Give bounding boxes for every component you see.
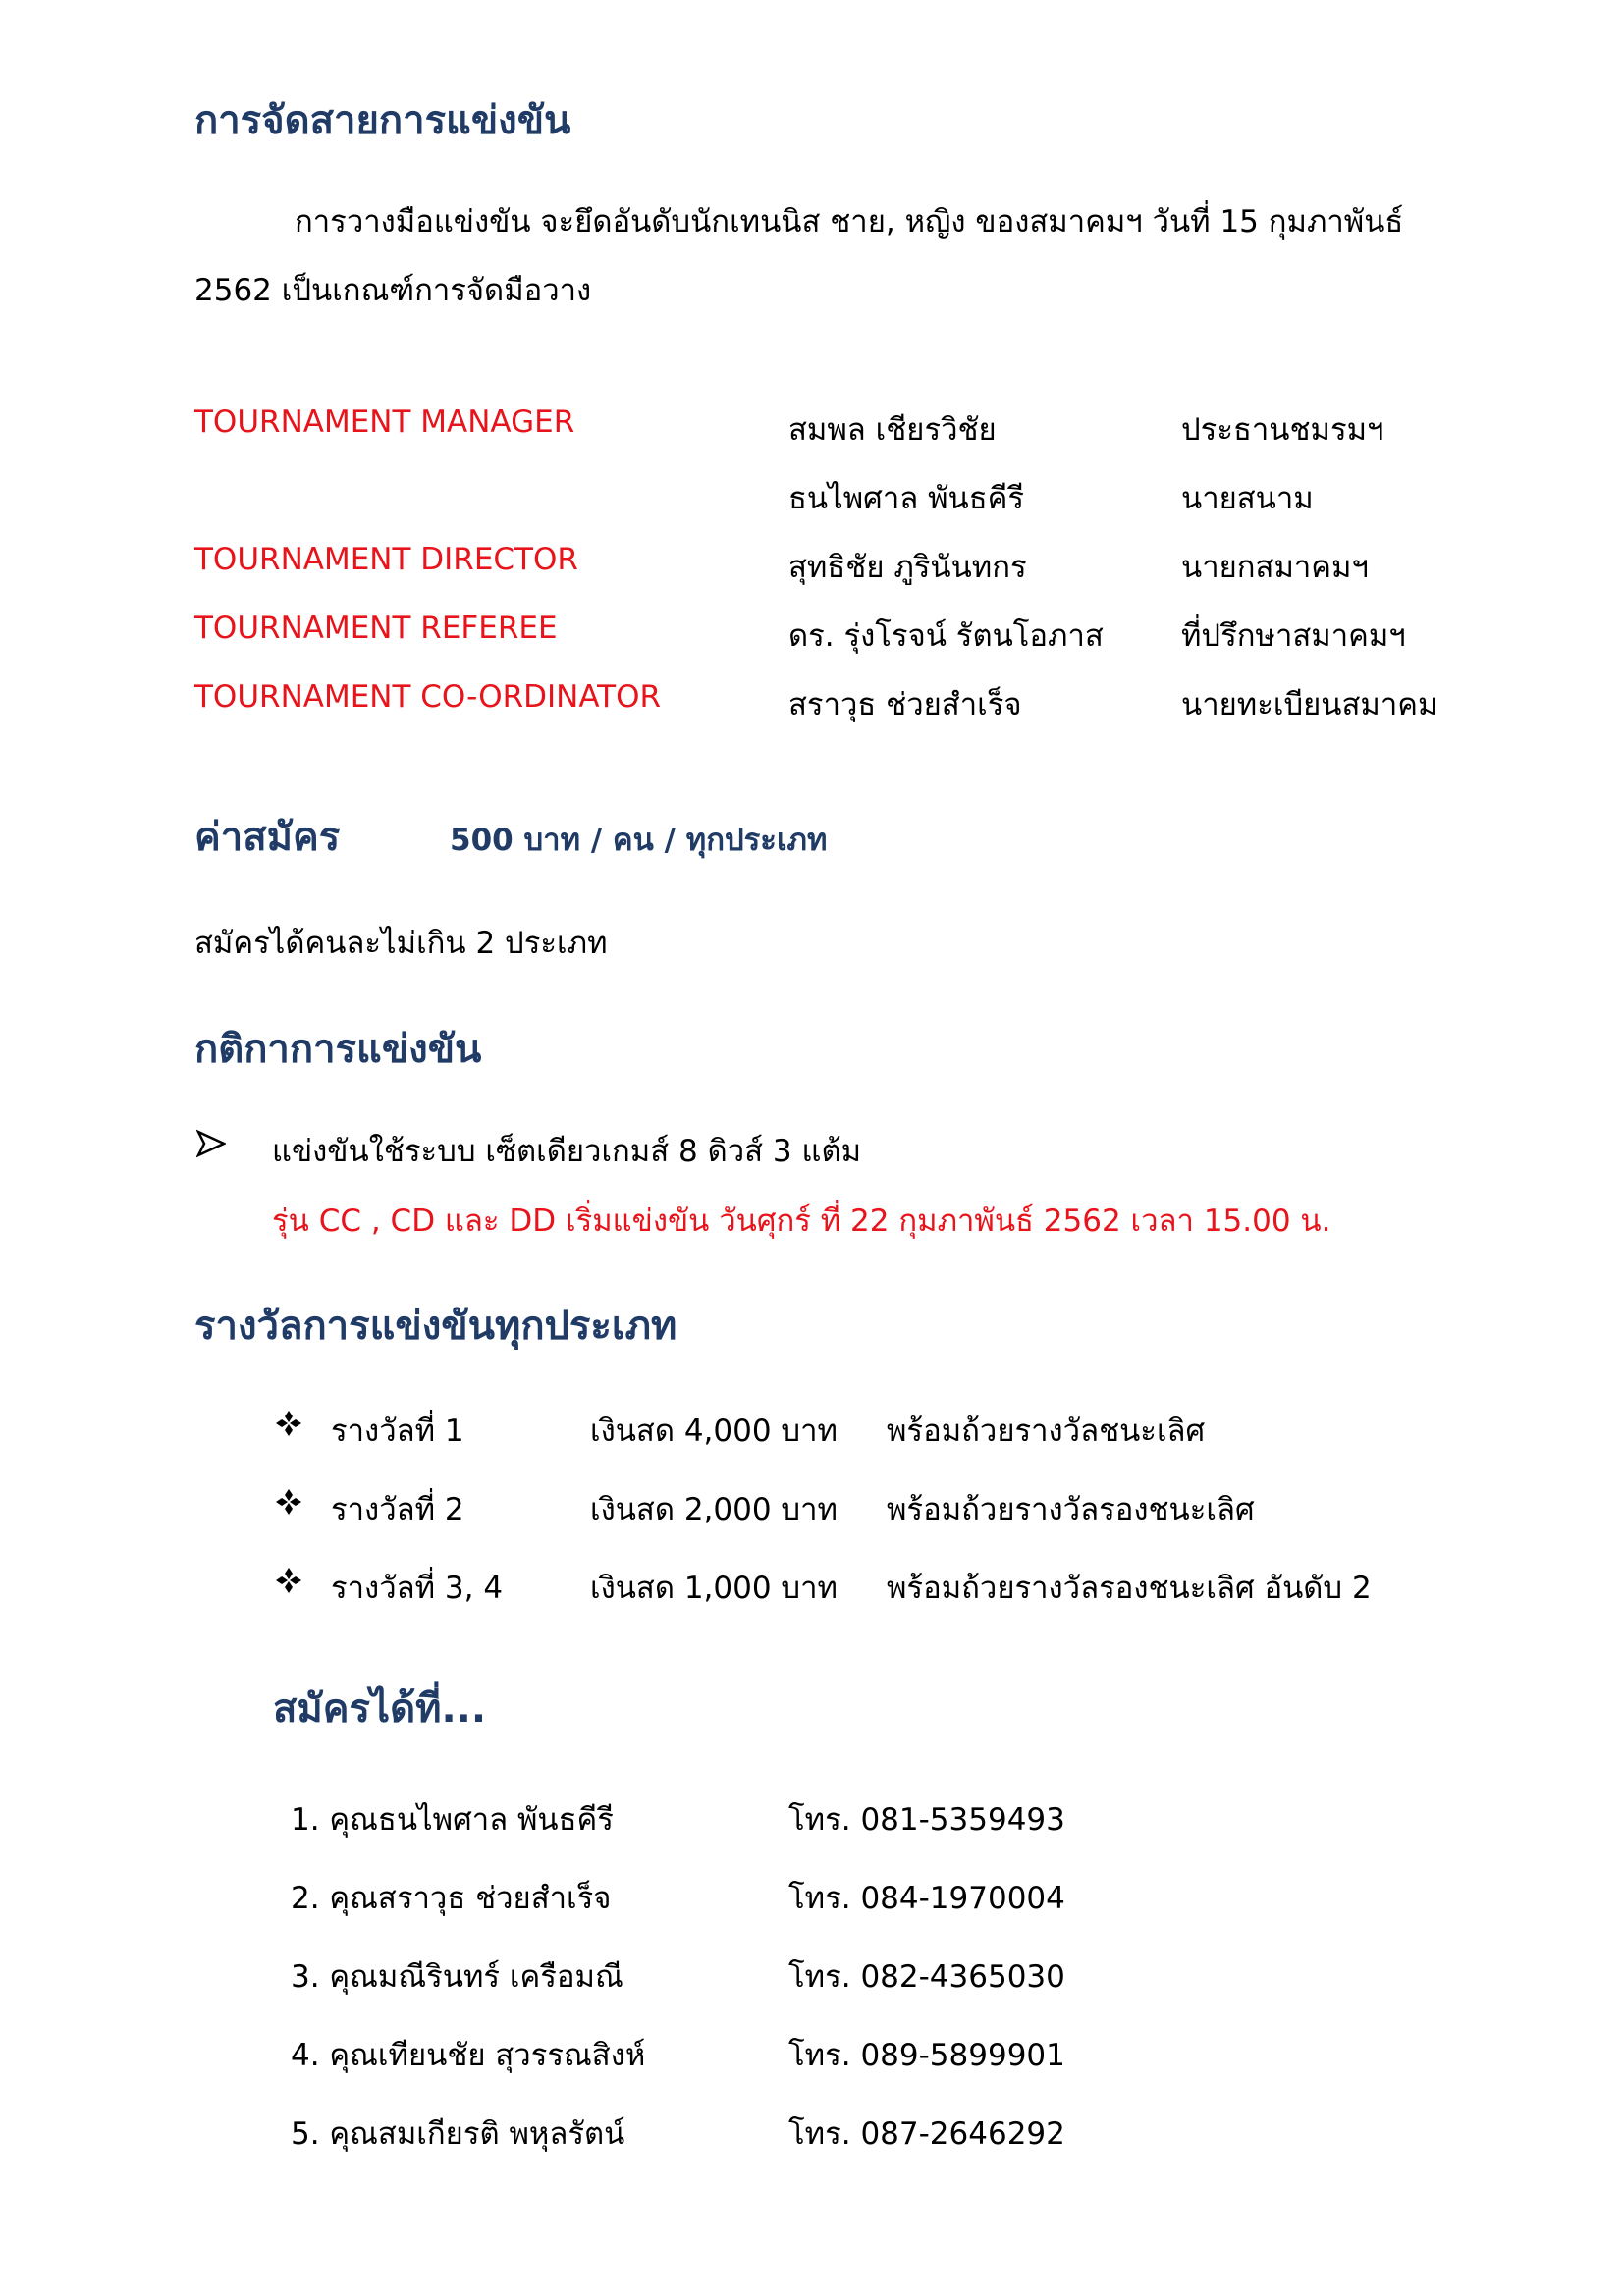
official-name: สมพล เชียรวิชัย: [788, 412, 997, 448]
register-heading: สมัครได้ที่...: [273, 1686, 487, 1732]
rules-item: แข่งขันใช้ระบบ เซ็ตเดียวเกมส์ 8 ดิวส์ 3 แต้ม: [272, 1134, 862, 1169]
contact-name: 4. คุณเทียนชัย สุวรรณสิงห์: [291, 2038, 646, 2073]
contact-phone: โทร. 087-2646292: [788, 2116, 1065, 2152]
contact-name: 2. คุณสราวุธ ช่วยสำเร็จ: [291, 1881, 612, 1916]
prize-place: รางวัลที่ 2: [331, 1492, 464, 1527]
official-role: TOURNAMENT MANAGER: [194, 404, 575, 440]
contact-phone: โทร. 089-5899901: [788, 2038, 1065, 2073]
official-name: ดร. รุ่งโรจน์ รัตนโอภาส: [788, 618, 1104, 654]
arrow-bullet-icon: [196, 1129, 226, 1162]
draw-paragraph-line2: 2562 เป็นเกณฑ์การจัดมือวาง: [194, 273, 592, 308]
draw-paragraph-line1: การวางมือแข่งขัน จะยึดอันดับนักเทนนิส ชาย, หญิง ของสมาคมฯ วันที่ 15 กุมภาพันธ์: [295, 204, 1404, 240]
prize-trophy: พร้อมถ้วยรางวัลรองชนะเลิศ: [887, 1492, 1255, 1527]
official-position: นายกสมาคมฯ: [1181, 550, 1369, 585]
prize-cash: เงินสด 1,000 บาท: [590, 1571, 838, 1606]
contact-name: 5. คุณสมเกียรติ พหุลรัตน์: [291, 2116, 625, 2152]
official-role: TOURNAMENT DIRECTOR: [194, 542, 578, 577]
official-name: ธนไพศาล พันธคีรี: [788, 481, 1025, 516]
fee-heading: ค่าสมัคร: [194, 815, 341, 860]
contact-phone: โทร. 084-1970004: [788, 1881, 1065, 1916]
official-position: ที่ปรึกษาสมาคมฯ: [1181, 618, 1406, 654]
prize-cash: เงินสด 2,000 บาท: [590, 1492, 838, 1527]
draw-heading: การจัดสายการแข่งขัน: [194, 98, 571, 143]
prize-trophy: พร้อมถ้วยรางวัลรองชนะเลิศ อันดับ 2: [887, 1571, 1372, 1606]
prize-trophy: พร้อมถ้วยรางวัลชนะเลิศ: [887, 1414, 1206, 1449]
contact-phone: โทร. 082-4365030: [788, 1959, 1065, 1995]
rules-heading: กติกาการแข่งขัน: [194, 1027, 482, 1072]
fee-note: สมัครได้คนละไม่เกิน 2 ประเภท: [194, 926, 608, 961]
official-position: นายทะเบียนสมาคม: [1181, 687, 1438, 722]
prize-place: รางวัลที่ 1: [331, 1414, 464, 1449]
prize-place: รางวัลที่ 3, 4: [331, 1571, 504, 1606]
official-name: สุทธิชัย ภูรินันทกร: [788, 550, 1027, 585]
rules-item-schedule: รุ่น CC , CD และ DD เริ่มแข่งขัน วันศุกร์ ที่ 22 กุมภาพันธ์ 2562 เวลา 15.00 น.: [272, 1203, 1331, 1239]
diamond-bullet-icon: [275, 1488, 302, 1520]
prize-cash: เงินสด 4,000 บาท: [590, 1414, 838, 1449]
contact-name: 3. คุณมณีรินทร์ เครือมณี: [291, 1959, 623, 1995]
official-name: สราวุธ ช่วยสำเร็จ: [788, 687, 1022, 722]
official-role: TOURNAMENT REFEREE: [194, 611, 558, 646]
fee-detail: 500 บาท / คน / ทุกประเภท: [450, 823, 828, 858]
contact-name: 1. คุณธนไพศาล พันธคีรี: [291, 1802, 614, 1838]
official-position: นายสนาม: [1181, 481, 1314, 516]
diamond-bullet-icon: [275, 1567, 302, 1598]
official-role: TOURNAMENT CO-ORDINATOR: [194, 679, 662, 715]
contact-phone: โทร. 081-5359493: [788, 1802, 1065, 1838]
prizes-heading: รางวัลการแข่งขันทุกประเภท: [194, 1304, 677, 1349]
diamond-bullet-icon: [275, 1410, 302, 1441]
official-position: ประธานชมรมฯ: [1181, 412, 1384, 448]
